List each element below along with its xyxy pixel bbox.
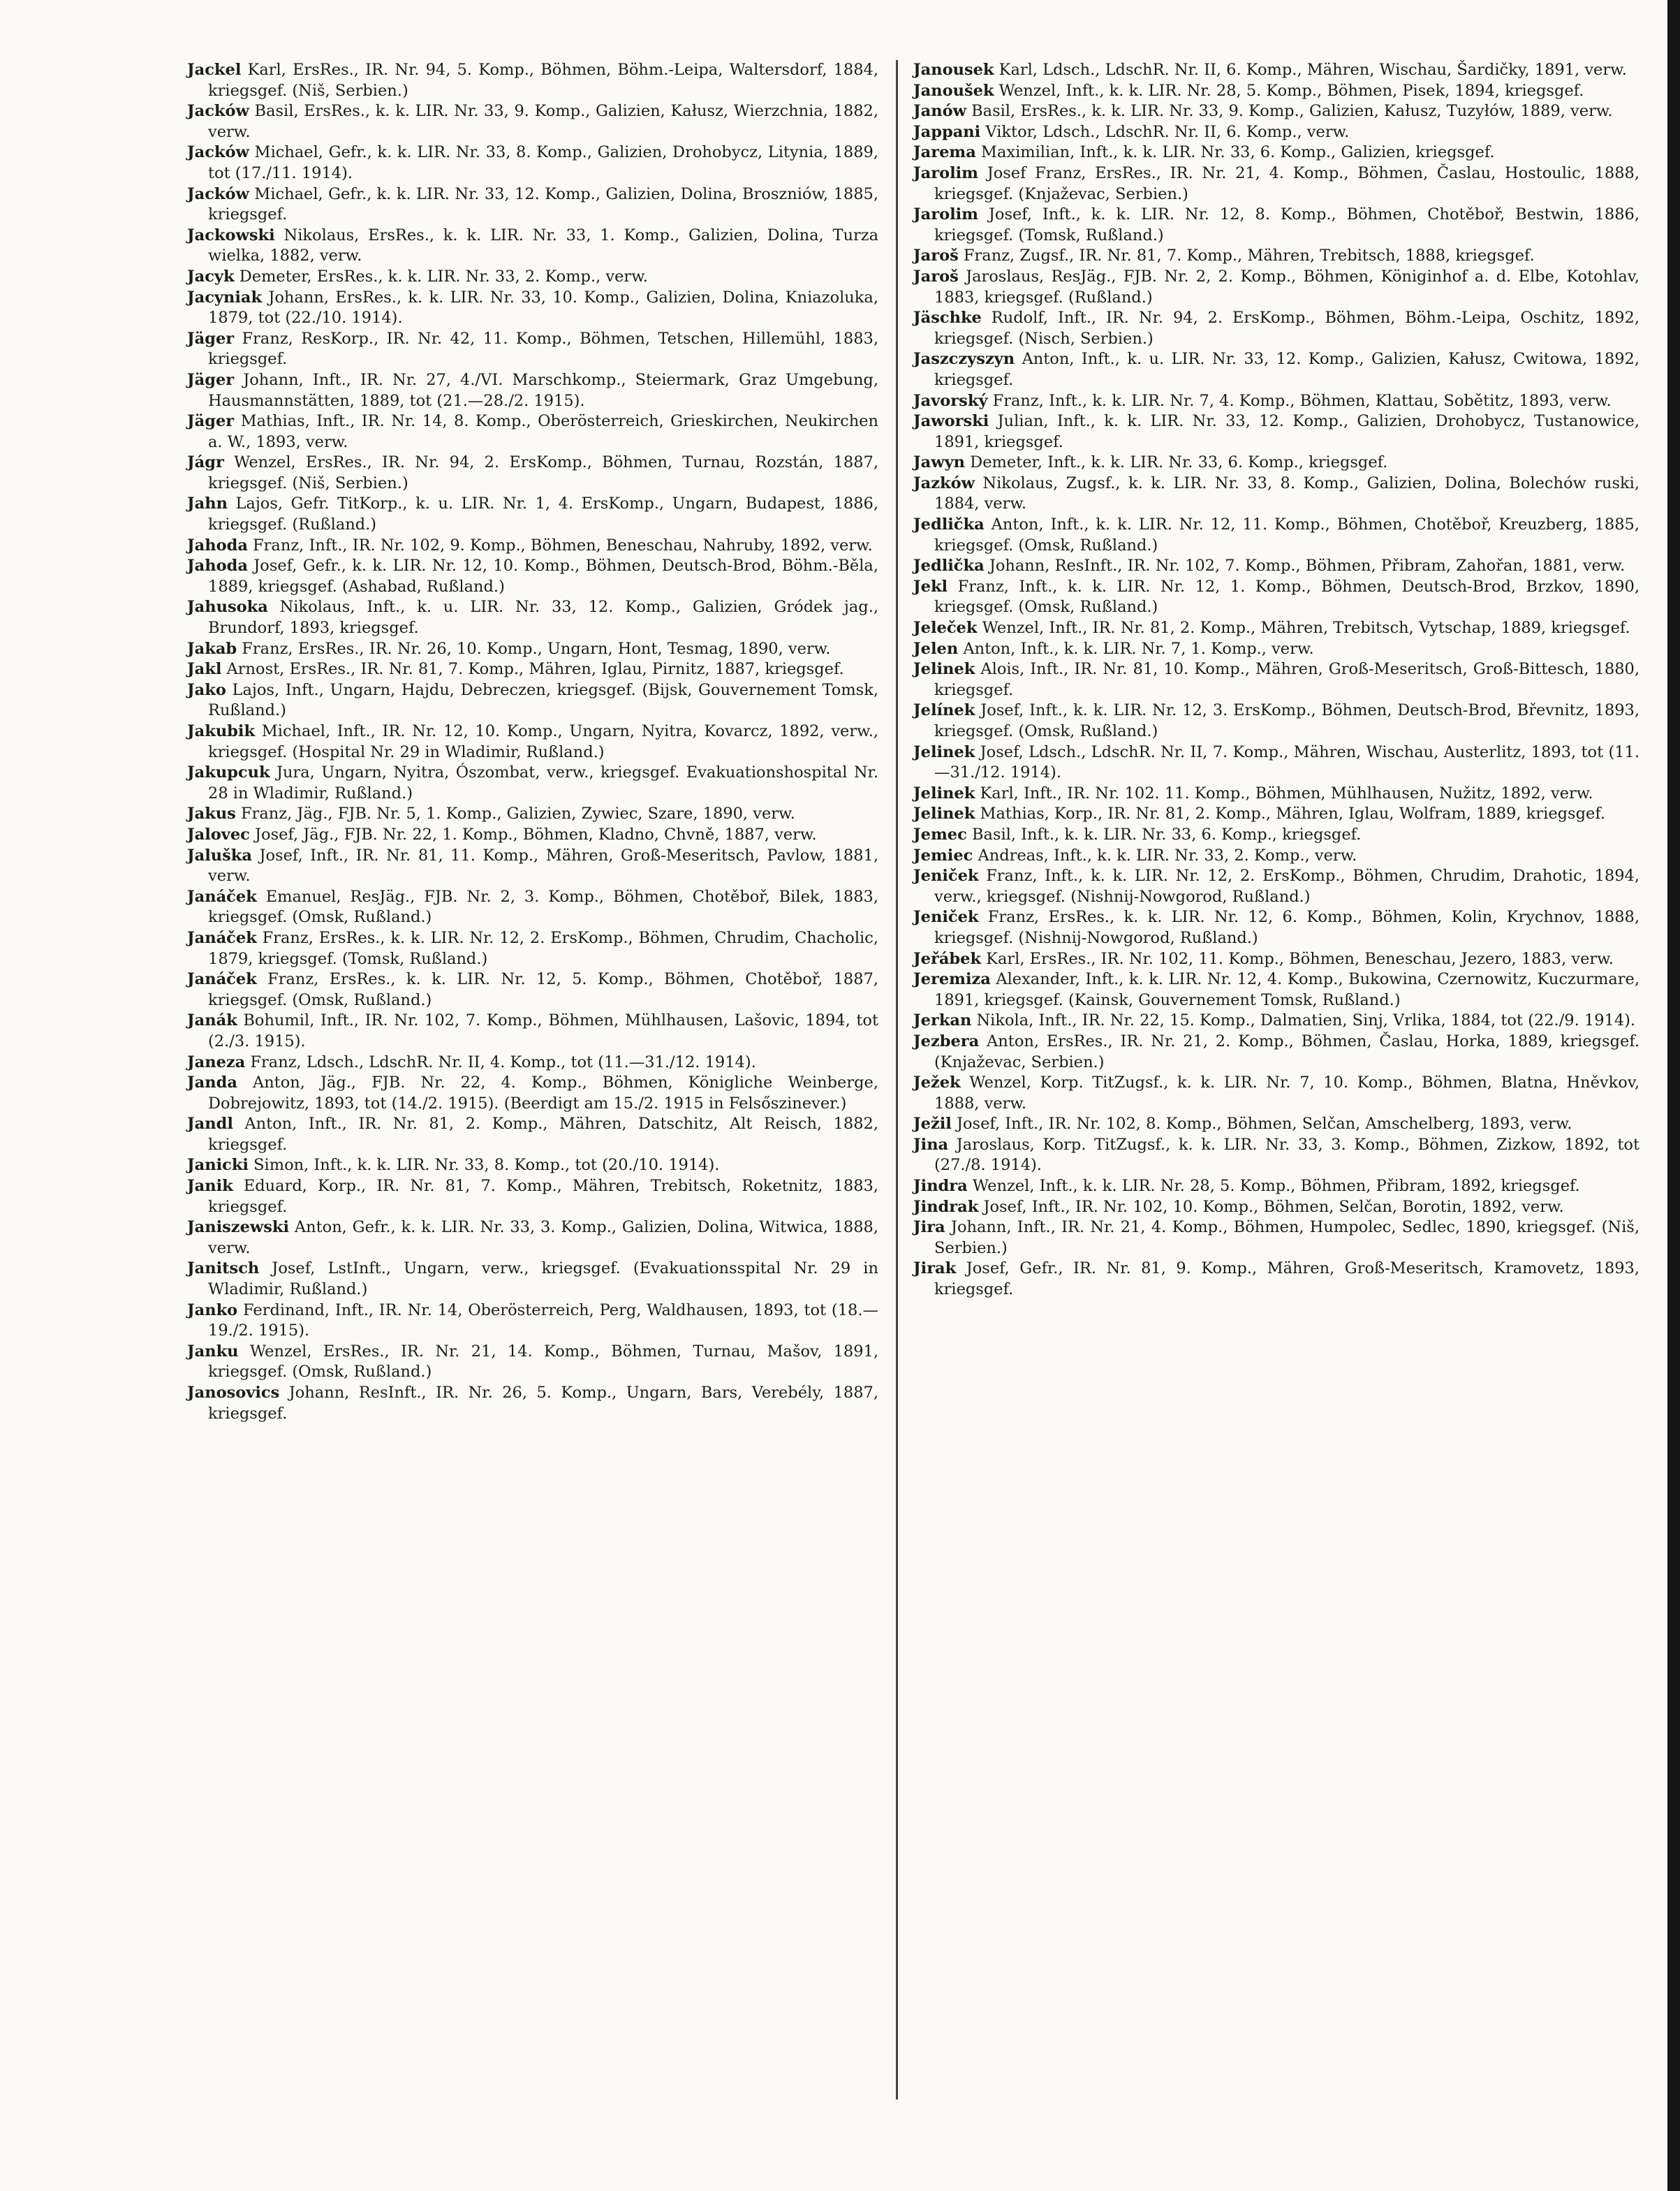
page-edge-shadow: [1667, 0, 1680, 2191]
entry-details: Andreas, Inft., k. k. LIR. Nr. 33, 2. Komp., verw.: [973, 846, 1357, 865]
entry-surname: Jelinek: [913, 742, 975, 761]
list-entry: [187, 680, 878, 721]
entry-details: Wenzel, Inft., IR. Nr. 81, 2. Komp., Mähren, Trebitsch, Vytschap, 1889, kriegsgef.: [977, 619, 1630, 638]
entry-surname: Jakus: [187, 805, 236, 823]
entry-details: Anton, Inft., k. k. LIR. Nr. 7, 1. Komp., verw.: [958, 639, 1314, 658]
entry-surname: Ježil: [913, 1115, 952, 1134]
entry-details: Josef, Gefr., IR. Nr. 81, 9. Komp., Mähren, Groß-Meseritsch, Kramovetz, 1893, kriegsgef.: [934, 1259, 1640, 1299]
list-entry: [913, 411, 1640, 453]
list-entry: [913, 391, 1640, 412]
entry-surname: Jako: [187, 680, 226, 699]
entry-details: Franz, Inft., k. k. LIR. Nr. 7, 4. Komp., Böhmen, Klattau, Sobětitz, 1893, verw.: [987, 391, 1612, 410]
list-entry: [913, 1197, 1640, 1218]
entry-details: Basil, ErsRes., k. k. LIR. Nr. 33, 9. Komp., Galizien, Kałusz, Tuzyłów, 1889, verw.: [966, 102, 1613, 121]
list-entry: [187, 1342, 878, 1383]
list-entry: [913, 866, 1640, 907]
entry-surname: Janicki: [187, 1156, 249, 1175]
entry-surname: Janitsch: [187, 1259, 260, 1278]
entry-surname: Jäger: [187, 370, 235, 389]
entry-surname: Janáček: [187, 970, 257, 989]
entry-surname: Jezbera: [913, 1032, 980, 1050]
list-entry: [913, 308, 1640, 349]
entry-surname: Jäger: [187, 412, 235, 431]
list-entry: [187, 411, 878, 453]
list-entry: [913, 453, 1640, 474]
entry-surname: Jandl: [187, 1115, 233, 1134]
entry-details: Josef, Inft., k. k. LIR. Nr. 12, 3. ErsKomp., Böhmen, Deutsch-Brod, Břevnitz, 1893, kriegsgef. (Omsk, Rußland.): [934, 701, 1640, 740]
casualty-list: [187, 60, 1660, 2155]
entry-details: Franz, Inft., IR. Nr. 102, 9. Komp., Böhmen, Beneschau, Nahruby, 1892, verw.: [247, 536, 873, 555]
entry-details: Karl, Ldsch., LdschR. Nr. II, 6. Komp., Mähren, Wischau, Šardičky, 1891, verw.: [994, 61, 1627, 79]
entry-surname: Janiszewski: [187, 1218, 290, 1237]
list-entry: [187, 1176, 878, 1217]
entry-details: Anton, Inft., k. k. LIR. Nr. 12, 11. Komp., Böhmen, Chotěboř, Kreuzberg, 1885, kriegsgef. (Omsk, Rußland.): [934, 515, 1640, 555]
list-entry: [187, 1053, 878, 1073]
entry-details: Maximilian, Inft., k. k. LIR. Nr. 33, 6. Komp., Galizien, kriegsgef.: [975, 143, 1495, 162]
entry-surname: Janko: [187, 1300, 238, 1319]
entry-details: Lajos, Inft., Ungarn, Hajdu, Debreczen, kriegsgef. (Bijsk, Gouvernement Tomsk, Rußland.): [208, 680, 878, 720]
entry-surname: Jeřábek: [913, 949, 982, 968]
list-entry: [187, 288, 878, 329]
entry-details: Demeter, ErsRes., k. k. LIR. Nr. 33, 2. Komp., verw.: [234, 267, 648, 286]
list-entry: [913, 659, 1640, 701]
entry-surname: Janáček: [187, 928, 257, 947]
entry-surname: Jaluška: [187, 846, 252, 865]
entry-details: Josef, Inft., IR. Nr. 81, 11. Komp., Mähren, Groß-Meseritsch, Pavlow, 1881, verw.: [208, 846, 878, 886]
list-entry: [913, 846, 1640, 867]
entry-surname: Jelinek: [913, 805, 975, 823]
entry-details: Josef, LstInft., Ungarn, verw., kriegsgef. (Evakuationsspital Nr. 29 in Wladimir, Rußland.): [208, 1259, 878, 1299]
entry-surname: Janda: [187, 1073, 237, 1092]
list-entry: [187, 721, 878, 763]
list-entry: [913, 784, 1640, 805]
list-entry: [913, 1259, 1640, 1300]
entry-details: Rudolf, Inft., IR. Nr. 94, 2. ErsKomp., Böhmen, Böhm.-Leipa, Oschitz, 1892, kriegsgef. (Nisch, Serbien.): [934, 309, 1640, 348]
list-entry: [913, 515, 1640, 556]
entry-details: Viktor, Ldsch., LdschR. Nr. II, 6. Komp., verw.: [980, 122, 1350, 141]
list-entry: [187, 659, 878, 680]
list-entry: [913, 1032, 1640, 1073]
entry-details: Anton, Jäg., FJB. Nr. 22, 4. Komp., Böhmen, Königliche Weinberge, Dobrejowitz, 1893, tot (14./2. 1915). (Beerdigt am 15./2. 1915 in Felsőszinever.): [208, 1073, 878, 1113]
list-entry: [187, 1259, 878, 1300]
list-entry: [913, 205, 1640, 246]
list-entry: [187, 1383, 878, 1424]
entry-details: Nikolaus, Inft., k. u. LIR. Nr. 33, 12. Komp., Galizien, Gródek jag., Brundorf, 1893, kriegsgef.: [208, 598, 878, 638]
list-entry: [187, 1155, 878, 1176]
entry-surname: Jirak: [913, 1259, 957, 1278]
list-entry: [913, 639, 1640, 660]
entry-surname: Jeremiza: [913, 970, 991, 989]
list-entry: [913, 907, 1640, 948]
entry-surname: Jakubik: [187, 722, 256, 740]
entry-surname: Jahusoka: [187, 598, 268, 617]
entry-details: Jaroslaus, ResJäg., FJB. Nr. 2, 2. Komp., Böhmen, Königinhof a. d. Elbe, Kotohlav, 1883, kriegsgef. (Rußland.): [934, 267, 1640, 307]
list-entry: [187, 536, 878, 557]
entry-details: Karl, Inft., IR. Nr. 102. 11. Komp., Böhmen, Mühlhausen, Nužitz, 1892, verw.: [975, 784, 1593, 803]
entry-surname: Jakl: [187, 660, 222, 679]
entry-surname: Jemiec: [913, 846, 973, 865]
entry-surname: Jedlička: [913, 557, 985, 576]
entry-details: Johann, Inft., IR. Nr. 27, 4./VI. Marschkomp., Steiermark, Graz Umgebung, Hausmannstätten, 1889, tot (21.—28./2. 1915).: [208, 370, 878, 410]
entry-details: Michael, Inft., IR. Nr. 12, 10. Komp., Ungarn, Nyitra, Kovarcz, 1892, verw., kriegsgef. (Hospital Nr. 29 in Wladimir, Rußland.): [208, 722, 878, 761]
entry-surname: Jacyk: [187, 267, 235, 286]
list-entry: [187, 184, 878, 226]
entry-surname: Jira: [913, 1218, 945, 1237]
entry-details: Basil, ErsRes., k. k. LIR. Nr. 33, 9. Komp., Galizien, Kałusz, Wierzchnia, 1882, verw.: [208, 102, 878, 141]
entry-details: Jura, Ungarn, Nyitra, Ószombat, verw., kriegsgef. Evakuationshospital Nr. 28 in Wladimir, Rußland.): [208, 763, 878, 803]
entry-surname: Jerkan: [913, 1011, 972, 1030]
list-entry: [187, 639, 878, 660]
entry-surname: Jackowski: [187, 226, 275, 244]
entry-surname: Jahoda: [187, 557, 248, 576]
entry-details: Franz, ResKorp., IR. Nr. 42, 11. Komp., Böhmen, Tetschen, Hillemühl, 1883, kriegsgef.: [208, 329, 878, 369]
list-entry: [913, 577, 1640, 618]
entry-details: Franz, ErsRes., k. k. LIR. Nr. 12, 2. ErsKomp., Böhmen, Chrudim, Chacholic, 1879, kriegsgef. (Tomsk, Rußland.): [208, 928, 878, 968]
list-entry: [913, 1176, 1640, 1197]
entry-details: Franz, ErsRes., k. k. LIR. Nr. 12, 5. Komp., Böhmen, Chotěboř, 1887, kriegsgef. (Omsk, Rußland.): [208, 970, 878, 1009]
entry-surname: Jindrak: [913, 1197, 979, 1216]
entry-surname: Jazków: [913, 474, 975, 492]
entry-surname: Jahn: [187, 494, 228, 513]
entry-details: Josef, Inft., k. k. LIR. Nr. 12, 8. Komp., Böhmen, Chotěboř, Bestwin, 1886, kriegsgef. (Tomsk, Rußland.): [934, 205, 1640, 244]
entry-details: Michael, Gefr., k. k. LIR. Nr. 33, 12. Komp., Galizien, Dolina, Broszniów, 1885, kriegsgef.: [208, 184, 878, 224]
entry-details: Franz, ErsRes., k. k. LIR. Nr. 12, 6. Komp., Böhmen, Kolin, Krychnov, 1888, kriegsgef. (Nishnij-Nowgorod, Rußland.): [934, 908, 1640, 947]
entry-surname: Jarolim: [913, 205, 978, 224]
right-column: [913, 60, 1640, 1300]
entry-surname: Jedlička: [913, 515, 985, 534]
entry-surname: Jarema: [913, 143, 976, 162]
entry-surname: Jappani: [913, 122, 981, 141]
entry-surname: Jacków: [187, 102, 249, 121]
entry-details: Johann, ResInft., IR. Nr. 102, 7. Komp., Böhmen, Přibram, Zahořan, 1881, verw.: [984, 557, 1626, 576]
entry-details: Eduard, Korp., IR. Nr. 81, 7. Komp., Mähren, Trebitsch, Roketnitz, 1883, kriegsgef.: [208, 1177, 878, 1216]
entry-surname: Jackel: [187, 61, 242, 79]
entry-details: Anton, Inft., IR. Nr. 81, 2. Komp., Mähren, Datschitz, Alt Reisch, 1882, kriegsgef.: [208, 1115, 878, 1154]
entry-details: Josef Franz, ErsRes., IR. Nr. 21, 4. Komp., Böhmen, Časlau, Hostoulic, 1888, kriegsgef. (Knjaževac, Serbien.): [934, 163, 1640, 203]
entry-details: Wenzel, Korp. TitZugsf., k. k. LIR. Nr. 7, 10. Komp., Böhmen, Blatna, Hněvkov, 1888, verw.: [934, 1073, 1640, 1113]
entry-surname: Jacków: [187, 143, 249, 162]
entry-details: Bohumil, Inft., IR. Nr. 102, 7. Komp., Böhmen, Mühlhausen, Lašovic, 1894, tot (2./3. 1915).: [208, 1011, 878, 1050]
entry-surname: Jacyniak: [187, 288, 263, 307]
list-entry: [913, 1135, 1640, 1176]
list-entry: [913, 163, 1640, 205]
list-entry: [187, 453, 878, 494]
list-entry: [913, 969, 1640, 1011]
entry-details: Basil, Inft., k. k. LIR. Nr. 33, 6. Komp., kriegsgef.: [966, 825, 1362, 844]
entry-surname: Jeniček: [913, 908, 979, 927]
entry-details: Mathias, Inft., IR. Nr. 14, 8. Komp., Oberösterreich, Grieskirchen, Neukirchen a. W., 1893, verw.: [208, 412, 878, 451]
list-entry: [913, 804, 1640, 825]
entry-surname: Janosovics: [187, 1384, 280, 1402]
entry-surname: Jágr: [187, 453, 224, 472]
list-entry: [913, 742, 1640, 784]
entry-details: Anton, ErsRes., IR. Nr. 21, 2. Komp., Böhmen, Časlau, Horka, 1889, kriegsgef. (Knjaževac, Serbien.): [934, 1032, 1640, 1071]
list-entry: [187, 1114, 878, 1155]
list-entry: [187, 142, 878, 184]
list-entry: [187, 226, 878, 267]
list-entry: [187, 1073, 878, 1114]
column-divider: [896, 60, 898, 2100]
entry-details: Arnost, ErsRes., IR. Nr. 81, 7. Komp., Mähren, Iglau, Pirnitz, 1887, kriegsgef.: [221, 660, 844, 679]
list-entry: [913, 949, 1640, 970]
entry-surname: Jindra: [913, 1177, 968, 1196]
list-entry: [913, 267, 1640, 308]
list-entry: [913, 122, 1640, 143]
entry-surname: Janeza: [187, 1053, 246, 1071]
entry-surname: Jemec: [913, 825, 967, 844]
list-entry: [187, 101, 878, 142]
entry-details: Johann, Inft., IR. Nr. 21, 4. Komp., Böhmen, Humpolec, Sedlec, 1890, kriegsgef. (Niš, Serbien.): [934, 1218, 1640, 1257]
entry-surname: Jahoda: [187, 536, 248, 555]
entry-surname: Jelinek: [913, 660, 975, 679]
entry-surname: Jäschke: [913, 309, 982, 328]
list-entry: [913, 1011, 1640, 1032]
entry-details: Jaroslaus, Korp. TitZugsf., k. k. LIR. Nr. 33, 3. Komp., Böhmen, Zizkow, 1892, tot (27./8. 1914).: [934, 1135, 1640, 1175]
list-entry: [187, 1011, 878, 1052]
entry-surname: Javorský: [913, 391, 988, 410]
entry-details: Michael, Gefr., k. k. LIR. Nr. 33, 8. Komp., Galizien, Drohobycz, Litynia, 1889, tot (17./11. 1914).: [208, 143, 878, 182]
entry-details: Johann, ErsRes., k. k. LIR. Nr. 33, 10. Komp., Galizien, Dolina, Kniazoluka, 1879, tot (22./10. 1914).: [208, 288, 878, 328]
entry-details: Josef, Inft., IR. Nr. 102, 8. Komp., Böhmen, Selčan, Amschelberg, 1893, verw.: [951, 1115, 1572, 1134]
entry-surname: Jalovec: [187, 825, 250, 844]
list-entry: [187, 969, 878, 1011]
entry-surname: Ježek: [913, 1073, 961, 1092]
list-entry: [187, 370, 878, 411]
entry-surname: Jelen: [913, 639, 959, 658]
entry-details: Josef, Gefr., k. k. LIR. Nr. 12, 10. Komp., Böhmen, Deutsch-Brod, Böhm.-Běla, 1889, kriegsgef. (Ashabad, Rußland.): [208, 557, 878, 596]
entry-surname: Jelínek: [913, 701, 975, 720]
entry-surname: Jaszczyszyn: [913, 350, 1015, 369]
entry-details: Josef, Ldsch., LdschR. Nr. II, 7. Komp., Mähren, Wischau, Austerlitz, 1893, tot (11.—31./12. 1914).: [934, 742, 1640, 782]
list-entry: [913, 1073, 1640, 1114]
entry-details: Wenzel, Inft., k. k. LIR. Nr. 28, 5. Komp., Böhmen, Přibram, 1892, kriegsgef.: [967, 1177, 1580, 1196]
entry-details: Karl, ErsRes., IR. Nr. 102, 11. Komp., Böhmen, Beneschau, Jezero, 1883, verw.: [981, 949, 1614, 968]
entry-surname: Janáček: [187, 887, 257, 906]
entry-details: Nikolaus, Zugsf., k. k. LIR. Nr. 33, 8. Komp., Galizien, Dolina, Bolechów ruski, 1884, verw.: [934, 474, 1640, 513]
entry-surname: Janów: [913, 102, 966, 121]
entry-surname: Jaroš: [913, 267, 959, 286]
entry-details: Franz, Jäg., FJB. Nr. 5, 1. Komp., Galizien, Zywiec, Szare, 1890, verw.: [235, 805, 795, 823]
entry-details: Alexander, Inft., k. k. LIR. Nr. 12, 4. Komp., Bukowina, Czernowitz, Kuczurmare, 1891, kriegsgef. (Kainsk, Gouvernement Tomsk, Rußland.): [934, 970, 1640, 1009]
entry-details: Josef, Jäg., FJB. Nr. 22, 1. Komp., Böhmen, Kladno, Chvně, 1887, verw.: [249, 825, 817, 844]
entry-details: Franz, ErsRes., IR. Nr. 26, 10. Komp., Ungarn, Hont, Tesmag, 1890, verw.: [237, 639, 831, 658]
entry-surname: Jina: [913, 1135, 949, 1154]
list-entry: [187, 804, 878, 825]
list-entry: [913, 618, 1640, 639]
list-entry: [187, 329, 878, 370]
list-entry: [187, 846, 878, 887]
entry-surname: Janik: [187, 1177, 233, 1196]
entry-surname: Jarolim: [913, 163, 978, 182]
entry-surname: Jakupcuk: [187, 763, 270, 782]
list-entry: [913, 349, 1640, 390]
entry-details: Wenzel, ErsRes., IR. Nr. 21, 14. Komp., Böhmen, Turnau, Mašov, 1891, kriegsgef. (Omsk, Rußland.): [208, 1342, 878, 1382]
list-entry: [187, 556, 878, 597]
entry-surname: Jeleček: [913, 619, 978, 638]
list-entry: [187, 763, 878, 804]
entry-details: Anton, Inft., k. u. LIR. Nr. 33, 12. Komp., Galizien, Kałusz, Cwitowa, 1892, kriegsgef.: [934, 350, 1640, 389]
entry-surname: Jelinek: [913, 784, 975, 803]
entry-details: Karl, ErsRes., IR. Nr. 94, 5. Komp., Böhmen, Böhm.-Leipa, Waltersdorf, 1884, kriegsgef. (Niš, Serbien.): [208, 61, 878, 100]
entry-details: Ferdinand, Inft., IR. Nr. 14, Oberösterreich, Perg, Waldhausen, 1893, tot (18.—19./2. 1915).: [208, 1300, 878, 1340]
entry-details: Franz, Ldsch., LdschR. Nr. II, 4. Komp., tot (11.—31./12. 1914).: [245, 1053, 756, 1071]
left-column: [187, 60, 878, 1424]
entry-surname: Jacków: [187, 184, 249, 203]
entry-surname: Jaworski: [913, 412, 989, 431]
entry-surname: Jeniček: [913, 867, 979, 886]
list-entry: [913, 60, 1640, 81]
entry-surname: Janoušek: [913, 81, 994, 100]
entry-surname: Jawyn: [913, 453, 966, 472]
entry-details: Julian, Inft., k. k. LIR. Nr. 33, 12. Komp., Galizien, Drohobycz, Tustanowice, 1891, kriegsgef.: [934, 412, 1640, 451]
list-entry: [187, 825, 878, 846]
list-entry: [187, 1300, 878, 1342]
list-entry: [187, 1217, 878, 1259]
entry-surname: Jaroš: [913, 247, 959, 265]
entry-details: Simon, Inft., k. k. LIR. Nr. 33, 8. Komp., tot (20./10. 1914).: [248, 1156, 720, 1175]
entry-surname: Janku: [187, 1342, 239, 1361]
entry-surname: Jäger: [187, 329, 235, 348]
list-entry: [187, 60, 878, 101]
list-entry: [913, 101, 1640, 122]
entry-details: Anton, Gefr., k. k. LIR. Nr. 33, 3. Komp., Galizien, Dolina, Witwica, 1888, verw.: [208, 1218, 878, 1257]
entry-details: Wenzel, ErsRes., IR. Nr. 94, 2. ErsKomp., Böhmen, Turnau, Rozstán, 1887, kriegsgef. (Niš, Serbien.): [208, 453, 878, 492]
list-entry: [913, 825, 1640, 846]
list-entry: [187, 887, 878, 928]
entry-details: Alois, Inft., IR. Nr. 81, 10. Komp., Mähren, Groß-Meseritsch, Groß-Bittesch, 1880, kriegsgef.: [934, 660, 1640, 699]
entry-details: Demeter, Inft., k. k. LIR. Nr. 33, 6. Komp., kriegsgef.: [965, 453, 1388, 472]
entry-surname: Janák: [187, 1011, 237, 1030]
list-entry: [913, 81, 1640, 102]
list-entry: [913, 1114, 1640, 1135]
entry-details: Nikolaus, ErsRes., k. k. LIR. Nr. 33, 1. Komp., Galizien, Dolina, Turza wielka, 1882, verw.: [208, 226, 878, 265]
list-entry: [187, 494, 878, 535]
list-entry: [187, 597, 878, 638]
entry-surname: Janousek: [913, 61, 994, 79]
entry-details: Nikola, Inft., IR. Nr. 22, 15. Komp., Dalmatien, Sinj, Vrlika, 1884, tot (22./9. 1914).: [971, 1011, 1636, 1030]
list-entry: [187, 267, 878, 288]
list-entry: [913, 701, 1640, 742]
entry-details: Franz, Inft., k. k. LIR. Nr. 12, 1. Komp., Böhmen, Deutsch-Brod, Brzkov, 1890, kriegsgef. (Omsk, Rußland.): [934, 577, 1640, 617]
entry-details: Mathias, Korp., IR. Nr. 81, 2. Komp., Mähren, Iglau, Wolfram, 1889, kriegsgef.: [975, 805, 1605, 823]
entry-details: Franz, Inft., k. k. LIR. Nr. 12, 2. ErsKomp., Böhmen, Chrudim, Drahotic, 1894, verw., kriegsgef. (Nishnij-Nowgorod, Rußland.): [934, 867, 1640, 906]
entry-details: Johann, ResInft., IR. Nr. 26, 5. Komp., Ungarn, Bars, Verebély, 1887, kriegsgef.: [208, 1384, 878, 1423]
entry-details: Franz, Zugsf., IR. Nr. 81, 7. Komp., Mähren, Trebitsch, 1888, kriegsgef.: [958, 247, 1535, 265]
entry-details: Lajos, Gefr. TitKorp., k. u. LIR. Nr. 1, 4. ErsKomp., Ungarn, Budapest, 1886, kriegsgef. (Rußland.): [208, 494, 878, 534]
list-entry: [913, 474, 1640, 515]
entry-details: Emanuel, ResJäg., FJB. Nr. 2, 3. Komp., Böhmen, Chotěboř, Bilek, 1883, kriegsgef. (Omsk, Rußland.): [208, 887, 878, 927]
list-entry: [913, 556, 1640, 577]
list-entry: [913, 1217, 1640, 1259]
entry-surname: Jakab: [187, 639, 237, 658]
list-entry: [187, 928, 878, 969]
list-entry: [913, 246, 1640, 267]
list-entry: [913, 142, 1640, 163]
entry-surname: Jekl: [913, 577, 948, 596]
entry-details: Josef, Inft., IR. Nr. 102, 10. Komp., Böhmen, Selčan, Borotin, 1892, verw.: [978, 1197, 1564, 1216]
entry-details: Wenzel, Inft., k. k. LIR. Nr. 28, 5. Komp., Böhmen, Pisek, 1894, kriegsgef.: [994, 81, 1584, 100]
